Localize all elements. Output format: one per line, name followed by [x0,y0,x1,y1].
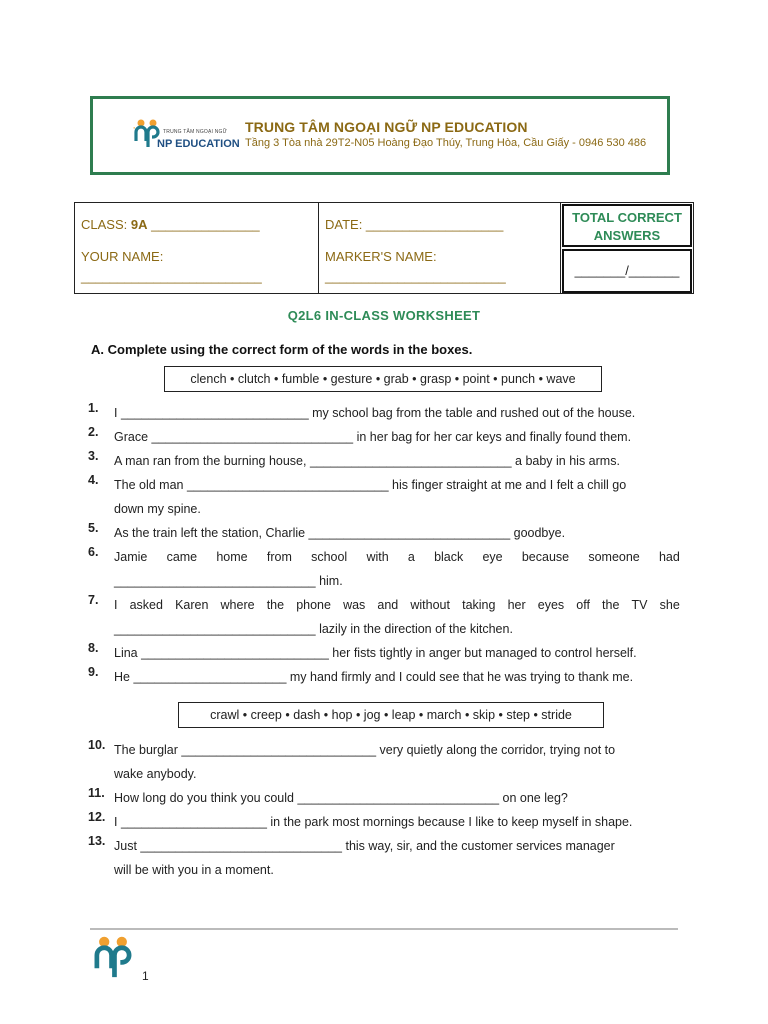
question-text: The old man _____________________________ his finger straight at me and I felt a chill go [114,478,627,492]
question-number: 9. [88,665,99,679]
question-text: How long do you think you could _____________________________ on one leg? [114,791,568,805]
question-number: 6. [88,545,99,559]
logo-small-text: TRUNG TÂM NGOẠI NGỮ [163,129,228,135]
footer-divider [90,928,678,930]
question-text: Grace _____________________________ in her bag for her car keys and finally found them. [114,430,632,444]
question-word: without [410,598,450,612]
question-text-continued: _____________________________ him. [114,574,343,588]
organization-address: Tầng 3 Tòa nhà 29T2-N05 Hoàng Đạo Thúy, Trung Hòa, Cầu Giấy - 0946 530 486 [245,137,647,149]
question-text-continued: will be with you in a moment. [114,863,274,877]
info-column-class [75,203,319,293]
question-number: 2. [88,425,99,439]
question-word: came [166,550,198,564]
question-word: a [407,550,415,564]
question-number: 1. [88,401,99,415]
question-text-continued: _____________________________ lazily in the direction of the kitchen. [114,622,513,636]
question-text: Lina ___________________________ her fists tightly in anger but managed to control herself. [114,646,637,660]
word-box-1: clench • clutch • fumble • gesture • grab • grasp • point • punch • wave [164,366,602,392]
question-word: eye [482,550,503,564]
question-text-justified [114,545,680,569]
question-text: Just _____________________________ this way, sir, and the customer services manager [114,839,615,853]
question-word: the [266,598,285,612]
question-word: asked [129,598,163,612]
question-word: taking [462,598,496,612]
question-word: because [521,550,570,564]
word-box-2: crawl • creep • dash • hop • jog • leap • march • skip • step • stride [178,702,604,728]
question-number: 5. [88,521,99,535]
header-box [90,96,670,175]
question-text: I _____________________ in the park most mornings because I like to keep myself in shape. [114,815,633,829]
question-word: black [434,550,464,564]
question-text-continued: down my spine. [114,502,201,516]
logo-brand-text: NP EDUCATION [157,138,240,150]
question-word: Jamie [114,550,148,564]
question-word: eyes [537,598,565,612]
score-field[interactable]: _______/_______ [562,249,692,293]
question-text: He ______________________ my hand firmly and I could see that he was trying to thank me. [114,670,634,684]
question-word: I [114,598,118,612]
question-word: school [311,550,348,564]
question-word: she [659,598,680,612]
question-number: 13. [88,834,106,848]
your-name-label: YOUR NAME: [81,249,164,264]
info-column-score [561,203,693,293]
question-word: the [602,598,620,612]
total-label-line2: ANSWERS [593,228,661,243]
question-word: where [220,598,255,612]
footer-logo-icon [92,936,134,980]
question-text-justified [114,593,680,617]
question-text: As the train left the station, Charlie _____________________________ goodbye. [114,526,566,540]
marker-name-blank[interactable]: _________________________ [325,269,506,284]
marker-name-label: MARKER'S NAME: [325,249,437,264]
worksheet-title: Q2L6 IN-CLASS WORKSHEET [287,308,481,323]
question-word: had [658,550,680,564]
section-a-instruction: A. Complete using the correct form of the words in the boxes. [91,342,473,357]
question-text: The burglar ____________________________ very quietly along the corridor, trying not to [114,743,616,757]
question-number: 3. [88,449,99,463]
question-word: home [216,550,248,564]
page-number: 1 [142,969,149,983]
question-number: 12. [88,810,106,824]
date-field[interactable]: DATE: ___________________ [325,217,504,232]
question-number: 10. [88,738,106,752]
question-word: someone [588,550,640,564]
question-word: off [576,598,590,612]
question-word: with [366,550,389,564]
your-name-blank[interactable]: _________________________ [81,269,262,284]
total-correct-header [562,204,692,247]
question-number: 11. [88,786,105,800]
student-info-table [74,202,694,294]
organization-name: TRUNG TÂM NGOẠI NGỮ NP EDUCATION [245,119,528,135]
question-word: TV [631,598,648,612]
question-word: was [343,598,366,612]
question-number: 7. [88,593,99,607]
total-label-line1: TOTAL CORRECT [572,210,682,225]
class-value: 9A [130,217,148,232]
question-text-continued: wake anybody. [114,767,197,781]
question-text: I ___________________________ my school bag from the table and rushed out of the house. [114,406,636,420]
question-word: Karen [175,598,209,612]
question-number: 8. [88,641,99,655]
info-column-date [319,203,561,293]
question-word: and [377,598,399,612]
question-word: phone [296,598,331,612]
class-label: CLASS: [81,217,131,232]
class-blank: _______________ [147,217,260,232]
question-number: 4. [88,473,99,487]
question-text: A man ran from the burning house, _____________________________ a baby in his arms. [114,454,620,468]
question-word: from [266,550,292,564]
question-word: her [507,598,526,612]
class-field[interactable] [81,217,260,232]
